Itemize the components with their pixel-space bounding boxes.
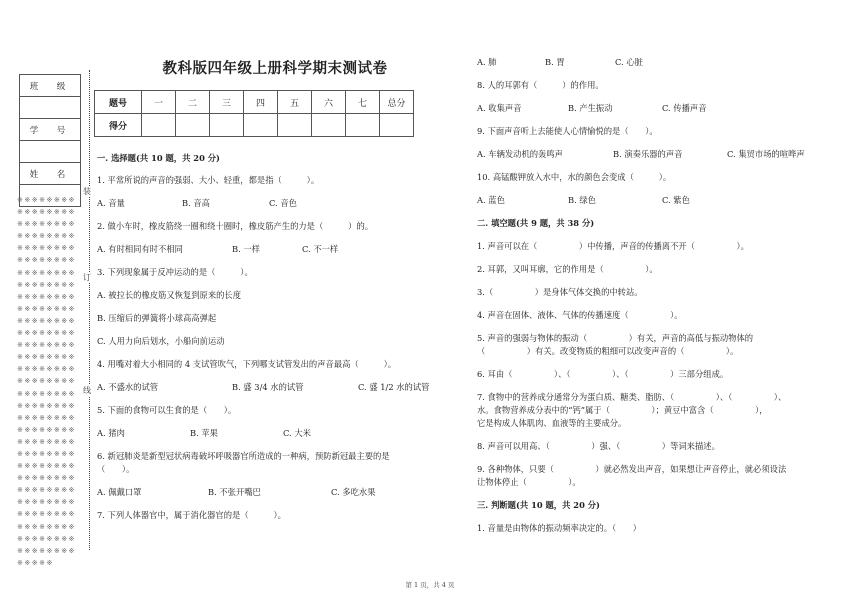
question-text: 2. 做小车时，橡皮筋绕一圈和绕十圈时，橡皮筋产生的力是（ ）的。 (97, 221, 374, 231)
score-table (94, 90, 414, 137)
binding-char: 装 (83, 187, 91, 196)
question-text: 3.（ ）是身体气体交换的中转站。 (477, 287, 643, 297)
score-cell (176, 114, 210, 137)
option: C. 紫色 (662, 195, 690, 205)
question-text: 5. 下面的食物可以生食的是（ ）。 (97, 405, 237, 415)
option: A. 不盛水的试管 (97, 382, 159, 392)
score-cell (380, 114, 414, 137)
score-header-cell: 总分 (380, 91, 414, 114)
class-field (20, 97, 81, 119)
question-text-cont: （ ）。 (97, 464, 135, 474)
option: B. 胃 (545, 57, 565, 67)
option: A. 收集声音 (477, 103, 522, 113)
question-text: 10. 高锰酸钾放入水中，水的颜色会变成（ ）。 (477, 172, 672, 182)
question-text: 7. 下列人体器官中，属于消化器官的是（ ）。 (97, 510, 286, 520)
option: C. 人用力向后划水，小船向前运动 (97, 336, 225, 346)
option: C. 多吃水果 (331, 487, 376, 497)
question-text: 1. 声音可以在（ ）中传播，声音的传播离不开（ ）。 (477, 241, 749, 251)
class-label: 班 级 (20, 75, 81, 97)
question-text: 9. 各种物体，只要（ ）就必然发出声音，如果想让声音停止，就必须设法 (477, 464, 787, 474)
score-header-cell: 题号 (95, 91, 142, 114)
option: B. 演奏乐器的声音 (613, 149, 683, 159)
question-text: 8. 声音可以用高、（ ）强、（ ）等词来描述。 (477, 441, 720, 451)
student-id-label: 学 号 (20, 119, 81, 141)
option: B. 一样 (232, 244, 260, 254)
option: A. 佩戴口罩 (97, 487, 142, 497)
score-header-cell: 一 (142, 91, 176, 114)
section-heading: 一. 选择题(共 10 题，共 20 分) (97, 153, 220, 163)
option: B. 音高 (182, 198, 210, 208)
option: B. 压缩后的弹簧将小球高高弹起 (97, 313, 217, 323)
score-cell (346, 114, 380, 137)
score-header-cell: 三 (210, 91, 244, 114)
score-cell (244, 114, 278, 137)
question-text: 6. 耳由（ ）、（ ）、（ ）三部分组成。 (477, 369, 729, 379)
question-text: 5. 声音的强弱与物体的振动（ ）有关，声音的高低与振动物体的 (477, 333, 754, 343)
option: B. 苹果 (190, 428, 218, 438)
option: A. 蓝色 (477, 195, 505, 205)
question-text: 2. 耳郭，又叫耳廓，它的作用是（ ）。 (477, 264, 658, 274)
question-text-cont: （ ）有关。改变物质的粗细可以改变声音的（ ）。 (477, 346, 739, 356)
option: B. 不张开嘴巴 (208, 487, 261, 497)
page-footer: 第 1 页，共 4 页 (405, 581, 455, 589)
option: C. 盛 1/2 水的试管 (358, 382, 430, 392)
option: C. 心脏 (615, 57, 643, 67)
question-text: 8. 人的耳郭有（ ）的作用。 (477, 80, 604, 90)
xmark-pattern: ※※※※※※※※※※※※※※※※※※※※※※※※※※※※※※※※※※※※※※※※※※※※※※※※※※※※※※※※※※※※※※※※※※※※※※※※※※※※※※※※※※※※※※※※※※※※※※※※※※※※※※※※※※※※※※※※※※※※※※※※※※※※※※※※※※※※※※※※※※※※※※※※※※※※※※※※※※※※※※※※※※※※※※※※※※※※※※※※※※※※※※※※※※※※※※※※※※※※※※※※※※※※※※※※※※※※※※※※※※※※※※※※※※※※※※※※※※※※※※※※※※※※※ (17, 196, 76, 567)
binding-line (89, 70, 90, 550)
score-cell (312, 114, 346, 137)
option: A. 有时相同有时不相同 (97, 244, 183, 254)
question-text: 4. 声音在固体、液体、气体的传播速度（ ）。 (477, 310, 683, 320)
section-heading: 三. 判断题(共 10 题，共 20 分) (477, 500, 600, 510)
option: A. 肺 (477, 57, 497, 67)
score-header-cell: 二 (176, 91, 210, 114)
option: C. 音色 (269, 198, 297, 208)
score-cell (278, 114, 312, 137)
question-text: 4. 用嘴对着大小相同的 4 支试管吹气，下列哪支试管发出的声音最高（ ）。 (97, 359, 397, 369)
option: C. 不一样 (302, 244, 339, 254)
score-header-cell: 四 (244, 91, 278, 114)
name-label: 姓 名 (20, 163, 81, 185)
question-text: 1. 平常所说的声音的强弱、大小、轻重，都是指（ ）。 (97, 175, 320, 185)
question-text: 9. 下面声音听上去能使人心情愉悦的是（ ）。 (477, 126, 658, 136)
score-row-label: 得分 (95, 114, 142, 137)
question-text-cont: 它是构成人体肌肉、血液等的主要成分。 (477, 418, 627, 428)
option: A. 音量 (97, 198, 125, 208)
option: A. 猪肉 (97, 428, 125, 438)
option: B. 绿色 (568, 195, 596, 205)
option: A. 被拉长的橡皮筋又恢复到原来的长度 (97, 290, 242, 300)
score-cell (142, 114, 176, 137)
option: B. 产生振动 (568, 103, 613, 113)
question-text: 1. 音量是由物体的振动频率决定的。（ ） (477, 523, 642, 533)
student-id-field (20, 141, 81, 163)
question-text: 7. 食物中的营养成分通常分为蛋白质、糖类、脂肪、（ ）、（ ）、 (477, 392, 787, 402)
score-cell (210, 114, 244, 137)
option: C. 传播声音 (662, 103, 707, 113)
section-heading: 二. 填空题(共 9 题，共 38 分) (477, 218, 595, 228)
option: B. 盛 3/4 水的试管 (232, 382, 304, 392)
binding-char: 线 (83, 386, 91, 395)
question-text-cont: 水。食物营养成分表中的“钙”属于（ ）；黄豆中富含（ ）， (477, 405, 768, 415)
score-header-cell: 五 (278, 91, 312, 114)
option: C. 大米 (283, 428, 311, 438)
option: A. 车辆发动机的轰鸣声 (477, 149, 563, 159)
score-header-cell: 六 (312, 91, 346, 114)
question-text: 3. 下列现象属于反冲运动的是（ ）。 (97, 267, 253, 277)
exam-title: 教科版四年级上册科学期末测试卷 (162, 60, 388, 77)
question-text-cont: 让物体停止（ ）。 (477, 477, 581, 487)
question-text: 6. 新冠肺炎是新型冠状病毒破坏呼吸器官所造成的一种病，预防新冠最主要的是 (97, 451, 390, 461)
binding-char: 订 (83, 273, 91, 282)
option: C. 集贸市场的喧哗声 (727, 149, 805, 159)
student-info-table (19, 74, 81, 207)
score-header-cell: 七 (346, 91, 380, 114)
